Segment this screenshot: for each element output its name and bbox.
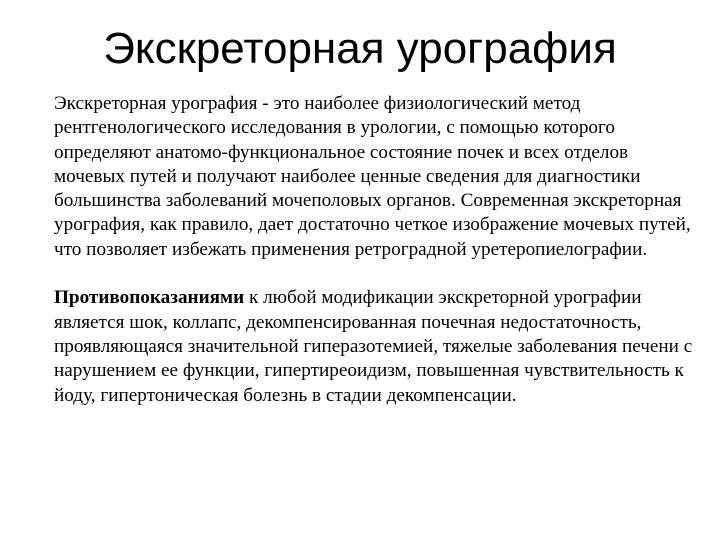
slide-body [54, 92, 694, 408]
contraindications-paragraph [54, 286, 694, 407]
slide-title: Экскреторная урография [103, 24, 617, 73]
contraindications-term: Противопоказаниями [54, 287, 245, 309]
description-paragraph: Экскреторная урография - это наиболее физиологический метод рентгенологического исследования в урологии, с помощью которого определяют анатомо-функциональное состояние почек и всех отделов мочевых путей и получают наиболее ценные сведения для диагностики большинства заболеваний мочеполовых органов. Современная экскреторная урография, как правило, дает достаточно четкое изображение мочевых путей, что позволяет избежать применения ретроградной уретеропиелографии. [54, 93, 691, 260]
contraindications-text: к любой модификации экскреторной урографии является шок, коллапс, декомпенсированная почечная недостаточность, проявляющаяся значительной гиперазотемией, тяжелые заболевания печени с нарушением ее функции, гипертиреоидизм, повышенная чувствительность к йоду, гипертоническая болезнь в стадии декомпенсации. [54, 287, 693, 406]
